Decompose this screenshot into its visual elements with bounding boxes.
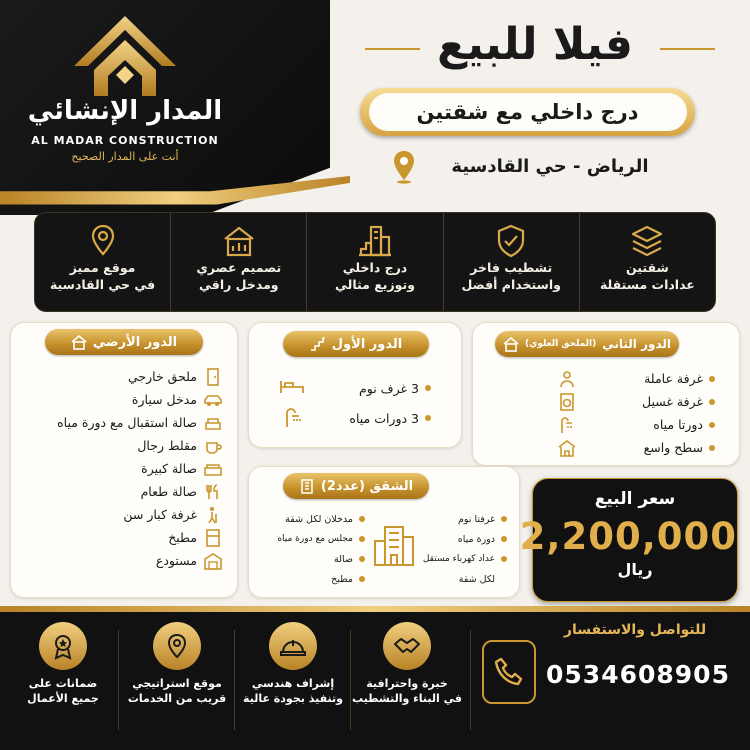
feature-line1: شقتين <box>626 260 669 275</box>
helmet-icon <box>279 632 307 660</box>
guarantee-item: خبرة واحترافية في البناء والتشطيب <box>352 622 462 706</box>
map-pin-icon <box>163 632 191 660</box>
first-floor-title: الدور الأول <box>283 331 429 357</box>
feature-line1: تشطيب فاخر <box>470 260 553 275</box>
ground-floor-list <box>23 365 223 572</box>
list-item: دورة مياه <box>413 529 507 549</box>
phone-button[interactable] <box>482 640 536 704</box>
price-label: سعر البيع <box>594 489 676 509</box>
worker-icon <box>557 370 577 388</box>
second-floor-title-note: (الملحق العلوي) <box>525 339 597 349</box>
list-item: مقلط رجال <box>23 434 223 457</box>
second-floor-list <box>495 367 715 459</box>
location-pin-icon <box>392 150 416 184</box>
apartment-building-icon <box>371 523 417 569</box>
house-icon <box>503 336 519 352</box>
handshake-icon <box>393 632 421 660</box>
house-chart-icon <box>221 223 257 259</box>
price-box <box>519 478 738 602</box>
cutlery-icon <box>203 483 223 501</box>
washing-machine-icon <box>557 393 577 411</box>
list-item: مدخلان لكل شقة <box>257 509 365 529</box>
list-item-continued: لكل شقة <box>458 573 495 585</box>
list-item: مطبخ <box>23 526 223 549</box>
logo-roof-icon <box>72 14 178 98</box>
list-item: غرفة غسيل <box>495 390 715 413</box>
apartments-title: الشقق (عدد2) <box>283 473 429 499</box>
feature-line2: ومدخل راقي <box>199 277 279 292</box>
phone-icon <box>492 655 526 689</box>
list-item: مستودع <box>23 549 223 572</box>
list-item: غرفة عاملة <box>495 367 715 390</box>
second-floor-card <box>472 322 740 466</box>
ground-floor-card <box>10 322 238 598</box>
list-item: غرفتا نوم <box>413 509 507 529</box>
list-item: مدخل سيارة <box>23 388 223 411</box>
kitchen-icon <box>203 529 223 547</box>
page-title: فيلا للبيع <box>437 19 633 70</box>
list-item: غرفة كبار سن <box>23 503 223 526</box>
list-item: دورتا مياه <box>495 413 715 436</box>
divider <box>118 630 119 730</box>
feature-item <box>579 213 715 311</box>
brand-slogan: أنت على المدار الصحيح <box>71 150 179 163</box>
contact-label: للتواصل والاستفسار <box>563 622 707 638</box>
phone-number[interactable]: 0534608905 <box>546 660 730 689</box>
divider <box>470 630 471 730</box>
stairs-icon <box>310 336 326 352</box>
guarantee-item: إشراف هندسي وتنفيذ بجودة عالية <box>238 622 348 706</box>
location-pin-icon <box>85 223 121 259</box>
apartments-right-list <box>413 509 507 589</box>
house-icon <box>71 334 87 350</box>
list-item: مطبخ <box>257 569 365 589</box>
feature-line2: وتوزيع مثالي <box>335 277 415 292</box>
subtitle-text: درج داخلي مع شقتين <box>369 93 687 131</box>
feature-line2: في حي القادسية <box>49 277 156 292</box>
coffee-icon <box>203 437 223 455</box>
apartments-card <box>248 466 520 598</box>
list-item: صالة <box>257 549 365 569</box>
brand-name-english: AL MADAR CONSTRUCTION <box>31 134 219 147</box>
apartments-left-list <box>257 509 365 589</box>
feature-item <box>443 213 579 311</box>
price-value: 2,200,000 <box>519 515 737 558</box>
second-floor-title: الدور الثاني (الملحق العلوي) <box>495 331 679 357</box>
bed-icon <box>279 375 305 397</box>
shower-icon <box>557 416 577 434</box>
list-item: 3 غرف نوم <box>281 373 431 403</box>
list-item: سطح واسع <box>495 436 715 459</box>
ground-floor-title: الدور الأرضي <box>45 329 203 355</box>
layers-icon <box>629 223 665 259</box>
list-item: صالة استقبال مع دورة مياه <box>23 411 223 434</box>
brand-name-arabic: المدار الإنشائي <box>27 96 223 126</box>
building-icon <box>299 478 315 494</box>
features-bar <box>34 212 716 312</box>
guarantee-item: موقع استراتيجي قريب من الخدمات <box>122 622 232 706</box>
list-item: ملحق خارجي <box>23 365 223 388</box>
elderly-icon <box>203 506 223 524</box>
list-item: صالة طعام <box>23 480 223 503</box>
list-item: صالة كبيرة <box>23 457 223 480</box>
warehouse-icon <box>203 552 223 570</box>
armchair-icon <box>203 414 223 432</box>
feature-item <box>35 213 170 311</box>
feature-line2: واستخدام أفضل <box>461 277 561 292</box>
feature-line2: عدادات مستقلة <box>599 277 695 292</box>
shield-check-icon <box>493 223 529 259</box>
car-icon <box>203 391 223 409</box>
shower-icon <box>281 407 303 429</box>
feature-item <box>306 213 442 311</box>
roof-icon <box>557 439 577 457</box>
list-item: مجلس مع دورة مياه <box>257 529 365 549</box>
list-item: 3 دورات مياه <box>281 403 431 433</box>
feature-line1: تصميم عصري <box>196 260 282 275</box>
feature-line1: درج داخلي <box>342 260 408 275</box>
subtitle-banner <box>360 88 695 136</box>
location-text: الرياض - حي القادسية <box>451 156 649 177</box>
divider <box>350 630 351 730</box>
feature-item <box>170 213 306 311</box>
sofa-icon <box>203 460 223 478</box>
price-currency: ريال <box>617 560 653 579</box>
guarantee-item: ضمانات على جميع الأعمال <box>8 622 118 706</box>
door-icon <box>203 368 223 386</box>
list-item: عداد كهرباء مستقل <box>413 549 507 569</box>
medal-icon <box>49 632 77 660</box>
stairs-building-icon <box>357 223 393 259</box>
feature-line1: موقع مميز <box>69 260 136 275</box>
divider <box>234 630 235 730</box>
first-floor-card <box>248 322 462 448</box>
